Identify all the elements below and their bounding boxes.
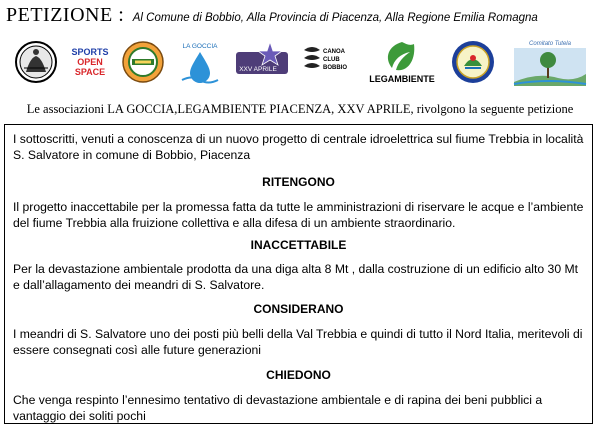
section-heading-chiedono: CHIEDONO — [266, 368, 331, 382]
logo-text-line: XXV APRILE — [239, 66, 277, 73]
logo-text-line: SPACE — [74, 67, 106, 77]
logo-text-line: LEGAMBIENTE — [369, 74, 435, 84]
section-paragraph-ritengono — [13, 199, 584, 231]
logo-text-line: Comitato Tutela — [529, 41, 571, 47]
logo-text-line: OPEN — [77, 57, 103, 67]
sports-open-space-logo — [68, 38, 112, 90]
round-seal-logo — [450, 38, 496, 90]
opening-text: I sottoscritti, venuti a conoscenza di un nuovo progetto di centrale idroelettrica sul fiume Trebbia in località S. Salvatore in comune di Bobbio, Piacenza — [13, 132, 584, 162]
section-paragraph-considerano — [13, 326, 584, 358]
opening-paragraph — [13, 131, 584, 163]
logo-row — [10, 38, 592, 92]
petition-box — [4, 124, 593, 424]
section-paragraph-inaccettabile — [13, 261, 584, 293]
logo-text-line: CLUB — [323, 57, 340, 63]
round-badge-logo — [120, 38, 166, 90]
petition-addressees: Al Comune di Bobbio, Alla Provincia di Piacenza, Alla Regione Emilia Romagna — [132, 12, 538, 24]
logo-text-line: LA GOCCIA — [182, 43, 218, 50]
logo-text-line: CANOA — [323, 49, 345, 55]
canoa-club-bobbio-logo — [300, 38, 348, 90]
section-text: Il progetto inaccettabile per la promessa fatta da tutte le amministrazioni di riservare le acque e l’ambiente del fiume Trebbia alla fruizione collettiva e alla difesa di un ambiente straordinario. — [13, 200, 584, 230]
legambiente-logo — [364, 38, 440, 90]
page-header — [6, 4, 538, 27]
la-goccia-logo — [174, 38, 226, 90]
section-paragraph-chiedono — [13, 392, 584, 424]
logo-text-line: BOBBIO — [323, 65, 347, 71]
comitato-tutela-logo — [508, 38, 592, 92]
section-heading-inaccettabile: INACCETTABILE — [250, 238, 347, 252]
section-heading-considerano: CONSIDERANO — [253, 302, 344, 316]
intro-line: Le associazioni LA GOCCIA,LEGAMBIENTE PIACENZA, XXV APRILE, rivolgono la seguente petizione — [26, 102, 574, 116]
section-text: Che venga respinto l’ennesimo tentativo di devastazione ambientale e di rapina dei beni pubblici a vantaggio dei soliti pochi — [13, 393, 543, 423]
section-heading-ritengono: RITENGONO — [262, 175, 335, 189]
section-text: I meandri di S. Salvatore uno dei posti più belli della Val Trebbia e quindi di tutto il Nord Italia, meritevoli di essere consegnati così alle future generazioni — [13, 327, 583, 357]
logo-text-line: SPORTS — [71, 47, 109, 57]
xxv-aprile-logo — [234, 38, 290, 90]
round-emblem-logo — [14, 38, 58, 90]
petition-title: PETIZIONE : — [6, 4, 125, 26]
section-text: Per la devastazione ambientale prodotta da una diga alta 8 Mt , dalla costruzione di un edificio alto 30 Mt e dall’allagamento dei meandri di S. Salvatore. — [13, 262, 579, 292]
